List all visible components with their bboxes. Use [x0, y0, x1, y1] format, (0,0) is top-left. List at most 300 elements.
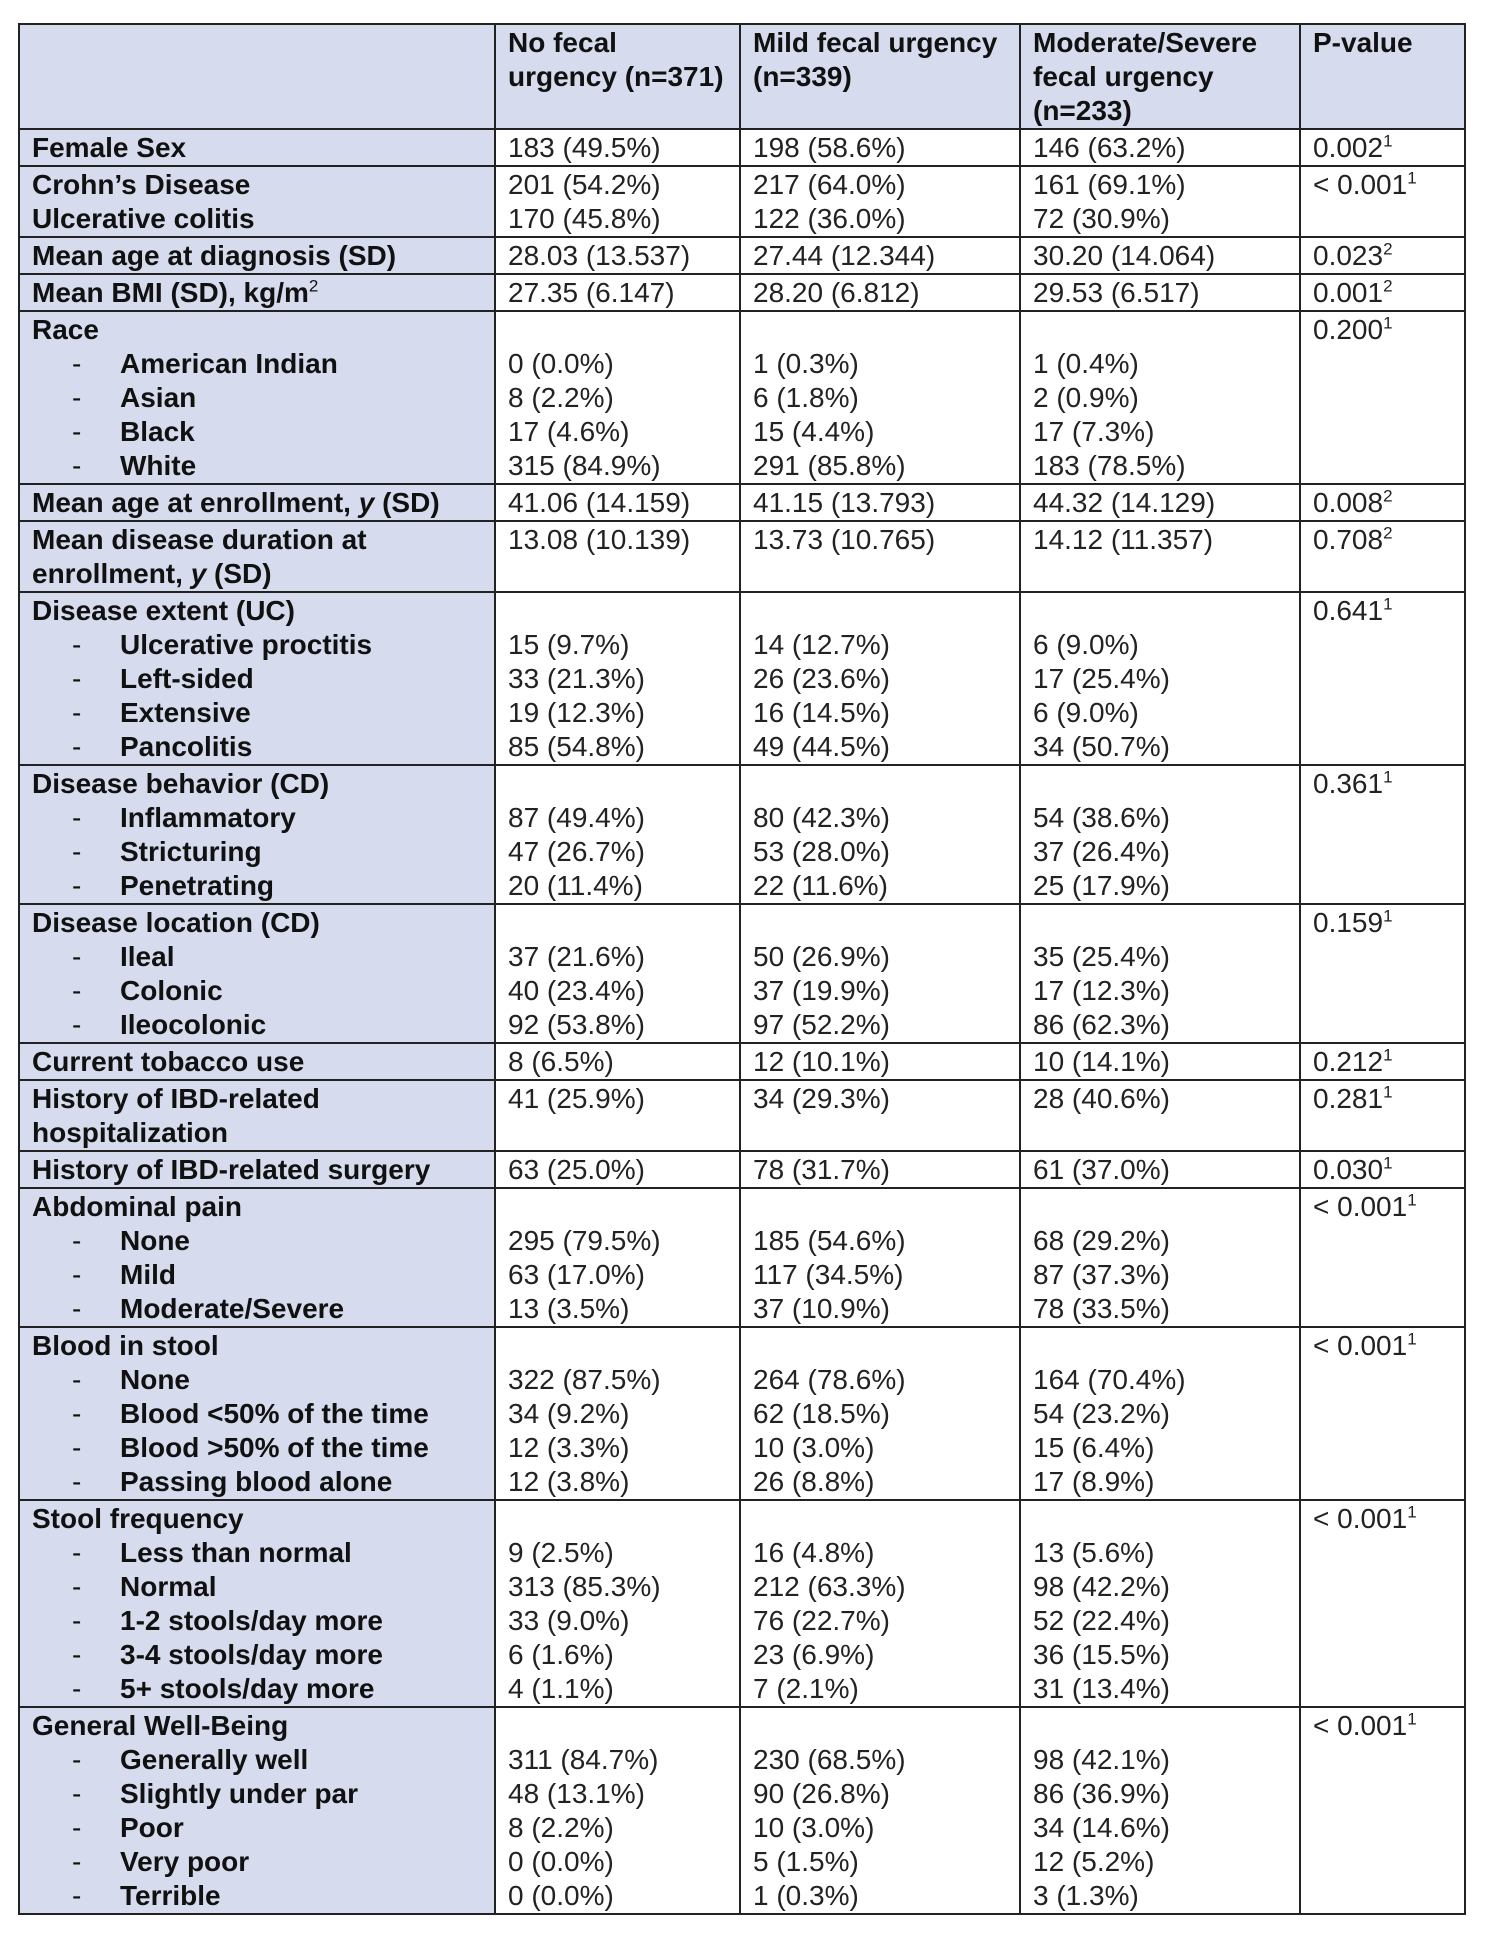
- row-label: [32, 239, 482, 273]
- cell-value: 6 (9.0%): [1033, 697, 1139, 728]
- p-value-footnote: 1: [1383, 594, 1393, 614]
- cell-value: 13.08 (10.139): [508, 524, 691, 555]
- row-label-text: Mean BMI (SD), kg/m: [32, 277, 309, 308]
- mild-urgency-cell: [740, 484, 1020, 521]
- bullet-dash: -: [72, 629, 82, 660]
- sub-item-label: Asian: [120, 382, 197, 413]
- bullet-dash: -: [72, 450, 82, 481]
- bullet-dash: -: [72, 1639, 82, 1670]
- cell-value: 41.15 (13.793): [753, 487, 936, 518]
- table-row: [19, 1080, 1465, 1151]
- cell-value: 48 (13.1%): [508, 1778, 645, 1809]
- row-label-cell: [19, 1080, 495, 1151]
- sub-item-label: Passing blood alone: [120, 1466, 393, 1497]
- row-label-text: History of IBD-related hospitalization: [32, 1083, 320, 1148]
- p-value-footnote: 1: [1407, 1502, 1417, 1522]
- p-value-footnote: 1: [1383, 906, 1393, 926]
- sub-item: [32, 1224, 482, 1258]
- moderate-severe-cell: [1020, 484, 1300, 521]
- p-value-cell: [1300, 904, 1465, 1043]
- cell-value: 49 (44.5%): [753, 731, 890, 762]
- cell-value: 15 (6.4%): [1033, 1432, 1155, 1463]
- no-urgency-cell: [495, 1188, 740, 1327]
- cell-value: 34 (50.7%): [1033, 731, 1170, 762]
- mild-urgency-cell: [740, 1500, 1020, 1707]
- p-value: [1313, 132, 1393, 163]
- p-value-footnote: 1: [1407, 168, 1417, 188]
- p-value-text: 0.641: [1313, 595, 1384, 626]
- cell-value: 30.20 (14.064): [1033, 240, 1216, 271]
- mild-urgency-cell: [740, 311, 1020, 484]
- cell-value: 23 (6.9%): [753, 1639, 875, 1670]
- row-label-cell: [19, 1327, 495, 1500]
- header-mild-urgency: Mild fecal urgency (n=339): [740, 24, 1020, 129]
- bullet-dash: -: [72, 697, 82, 728]
- cell-value: 35 (25.4%): [1033, 941, 1170, 972]
- cell-value: 78 (33.5%): [1033, 1293, 1170, 1324]
- bullet-dash: -: [72, 1432, 82, 1463]
- table-row: [19, 1188, 1465, 1327]
- p-value-footnote: 1: [1383, 1082, 1393, 1102]
- cell-value: 17 (7.3%): [1033, 416, 1155, 447]
- spacer-line: [753, 313, 1007, 347]
- cell-value: 161 (69.1%): [1033, 169, 1186, 200]
- row-label-text: History of IBD-related surgery: [32, 1154, 431, 1185]
- p-value: [1313, 1330, 1417, 1361]
- cell-value: 78 (31.7%): [753, 1154, 890, 1185]
- sub-item: [32, 1397, 482, 1431]
- cell-value: 15 (9.7%): [508, 629, 630, 660]
- row-label-cell: [19, 311, 495, 484]
- cell-value: 17 (12.3%): [1033, 975, 1170, 1006]
- spacer-line: [508, 906, 727, 940]
- row-label-text: General Well-Being: [32, 1710, 289, 1741]
- moderate-severe-cell: [1020, 904, 1300, 1043]
- cell-value: 117 (34.5%): [753, 1259, 904, 1290]
- bullet-dash: -: [72, 1812, 82, 1843]
- sub-item-label: 5+ stools/day more: [120, 1673, 375, 1704]
- cell-value: 28 (40.6%): [1033, 1083, 1170, 1114]
- mild-urgency-cell: [740, 1707, 1020, 1914]
- p-value-cell: [1300, 237, 1465, 274]
- sub-item-label: Black: [120, 416, 195, 447]
- sub-item-label: Blood <50% of the time: [120, 1398, 429, 1429]
- p-value-text: 0.008: [1313, 487, 1384, 518]
- p-value-cell: [1300, 592, 1465, 765]
- sub-item: [32, 1292, 482, 1326]
- p-value-footnote: 2: [1383, 486, 1393, 506]
- row-label-text: Stool frequency: [32, 1503, 244, 1534]
- cell-value: 13 (5.6%): [1033, 1537, 1155, 1568]
- p-value-cell: [1300, 1327, 1465, 1500]
- spacer-line: [753, 1190, 1007, 1224]
- row-label: [32, 313, 482, 347]
- p-value: [1313, 169, 1417, 200]
- no-urgency-cell: [495, 311, 740, 484]
- no-urgency-cell: [495, 904, 740, 1043]
- mild-urgency-cell: [740, 904, 1020, 1043]
- mild-urgency-cell: [740, 237, 1020, 274]
- cell-value: 4 (1.1%): [508, 1673, 614, 1704]
- spacer-line: [508, 767, 727, 801]
- header-p-value: P-value: [1300, 24, 1465, 129]
- moderate-severe-cell: [1020, 166, 1300, 237]
- cell-value: 20 (11.4%): [508, 870, 643, 901]
- no-urgency-cell: [495, 1043, 740, 1080]
- bullet-dash: -: [72, 1744, 82, 1775]
- mild-urgency-cell: [740, 521, 1020, 592]
- row-label-text: Disease location (CD): [32, 907, 320, 938]
- sub-item-label: Colonic: [120, 975, 223, 1006]
- table-row: [19, 129, 1465, 166]
- cell-value: 17 (4.6%): [508, 416, 630, 447]
- cell-value: 41 (25.9%): [508, 1083, 645, 1114]
- table-row: [19, 1707, 1465, 1914]
- cell-value: 6 (1.6%): [508, 1639, 614, 1670]
- row-label: [32, 1329, 482, 1363]
- cell-value: 31 (13.4%): [1033, 1673, 1170, 1704]
- sub-item-label: Blood >50% of the time: [120, 1432, 429, 1463]
- moderate-severe-cell: [1020, 1080, 1300, 1151]
- row-label-cell: [19, 592, 495, 765]
- sub-item: [32, 974, 482, 1008]
- sub-item: [32, 1536, 482, 1570]
- p-value-cell: [1300, 311, 1465, 484]
- row-label-cell: [19, 1151, 495, 1188]
- bullet-dash: -: [72, 416, 82, 447]
- data-table: [18, 23, 1466, 1915]
- row-label-cell: [19, 1500, 495, 1707]
- sub-item-label: White: [120, 450, 197, 481]
- cell-value: 264 (78.6%): [753, 1364, 906, 1395]
- row-label-text: Race: [32, 314, 99, 345]
- row-label: [32, 131, 482, 165]
- p-value-text: < 0.001: [1313, 1330, 1408, 1361]
- cell-value: 47 (26.7%): [508, 836, 645, 867]
- cell-value: 26 (23.6%): [753, 663, 890, 694]
- row-label-cell: [19, 521, 495, 592]
- no-urgency-cell: [495, 1080, 740, 1151]
- spacer-line: [508, 1190, 727, 1224]
- cell-value: 87 (49.4%): [508, 802, 645, 833]
- sub-item: [32, 1258, 482, 1292]
- p-value-footnote: 1: [1383, 1153, 1393, 1173]
- spacer-line: [1033, 767, 1287, 801]
- cell-value: 37 (26.4%): [1033, 836, 1170, 867]
- row-label-text: Abdominal pain: [32, 1191, 242, 1222]
- cell-value: 53 (28.0%): [753, 836, 890, 867]
- p-value: [1313, 1503, 1417, 1534]
- p-value: [1313, 1710, 1417, 1741]
- cell-value: 86 (36.9%): [1033, 1778, 1170, 1809]
- spacer-line: [508, 1329, 727, 1363]
- p-value-text: 0.200: [1313, 314, 1384, 345]
- sub-item-label: Slightly under par: [120, 1778, 359, 1809]
- bullet-dash: -: [72, 836, 82, 867]
- bullet-dash: -: [72, 382, 82, 413]
- spacer-line: [753, 1709, 1007, 1743]
- cell-value: 17 (8.9%): [1033, 1466, 1155, 1497]
- sub-item: [32, 449, 482, 483]
- sub-item-label: Left-sided: [120, 663, 254, 694]
- cell-value: 44.32 (14.129): [1033, 487, 1216, 518]
- table-row: [19, 1043, 1465, 1080]
- table-row: [19, 166, 1465, 237]
- row-label-text: Blood in stool: [32, 1330, 219, 1361]
- cell-value: 16 (14.5%): [753, 697, 890, 728]
- p-value-cell: [1300, 521, 1465, 592]
- p-value-footnote: 2: [1383, 276, 1393, 296]
- p-value-cell: [1300, 1151, 1465, 1188]
- cell-value: 122 (36.0%): [753, 203, 906, 234]
- cell-value: 315 (84.9%): [508, 450, 661, 481]
- cell-value: 170 (45.8%): [508, 203, 661, 234]
- sub-item: [32, 1672, 482, 1706]
- sub-item: [32, 347, 482, 381]
- p-value: [1313, 907, 1393, 938]
- cell-value: 5 (1.5%): [753, 1846, 859, 1877]
- bullet-dash: -: [72, 802, 82, 833]
- cell-value: 36 (15.5%): [1033, 1639, 1170, 1670]
- row-label-cell: [19, 166, 495, 237]
- cell-value: 12 (5.2%): [1033, 1846, 1155, 1877]
- sub-item-label: Poor: [120, 1812, 184, 1843]
- cell-value: 0 (0.0%): [508, 348, 614, 379]
- sub-item-label: 1-2 stools/day more: [120, 1605, 383, 1636]
- sub-item: [32, 415, 482, 449]
- cell-value: 37 (21.6%): [508, 941, 645, 972]
- spacer-line: [1033, 1709, 1287, 1743]
- sub-item: [32, 381, 482, 415]
- sub-item: [32, 1879, 482, 1913]
- header-row: [19, 24, 1465, 129]
- cell-value: 9 (2.5%): [508, 1537, 614, 1568]
- table-row: [19, 521, 1465, 592]
- sub-item: [32, 662, 482, 696]
- moderate-severe-cell: [1020, 1188, 1300, 1327]
- sub-item-label: Penetrating: [120, 870, 275, 901]
- spacer-line: [753, 594, 1007, 628]
- cell-value: 3 (1.3%): [1033, 1880, 1139, 1911]
- moderate-severe-cell: [1020, 311, 1300, 484]
- bullet-dash: -: [72, 1846, 82, 1877]
- row-label: [32, 168, 482, 202]
- cell-value: 68 (29.2%): [1033, 1225, 1170, 1256]
- spacer-line: [753, 906, 1007, 940]
- p-value: [1313, 1046, 1393, 1077]
- row-label-text: Current tobacco use: [32, 1046, 305, 1077]
- cell-value: 8 (2.2%): [508, 382, 614, 413]
- label-superscript: 2: [308, 276, 319, 296]
- sub-item-label: Terrible: [120, 1880, 221, 1911]
- cell-value: 85 (54.8%): [508, 731, 645, 762]
- cell-value: 291 (85.8%): [753, 450, 906, 481]
- cell-value: 198 (58.6%): [753, 132, 906, 163]
- p-value-cell: [1300, 1043, 1465, 1080]
- sub-item-label: None: [120, 1225, 190, 1256]
- p-value-text: 0.281: [1313, 1083, 1384, 1114]
- header-blank: [19, 24, 495, 129]
- mild-urgency-cell: [740, 129, 1020, 166]
- p-value-cell: [1300, 129, 1465, 166]
- bullet-dash: -: [72, 1398, 82, 1429]
- cell-value: 14 (12.7%): [753, 629, 890, 660]
- cell-value: 0 (0.0%): [508, 1846, 614, 1877]
- label-tail: (SD): [206, 558, 272, 589]
- sub-item-label: Ileocolonic: [120, 1009, 267, 1040]
- row-label-cell: [19, 765, 495, 904]
- bullet-dash: -: [72, 1605, 82, 1636]
- moderate-severe-cell: [1020, 1707, 1300, 1914]
- cell-value: 22 (11.6%): [753, 870, 888, 901]
- row-label: [32, 1153, 482, 1187]
- cell-value: 37 (10.9%): [753, 1293, 890, 1324]
- cell-value: 34 (29.3%): [753, 1083, 890, 1114]
- p-value: [1313, 768, 1393, 799]
- p-value-text: < 0.001: [1313, 1503, 1408, 1534]
- sub-item: [32, 1845, 482, 1879]
- cell-value: 311 (84.7%): [508, 1744, 659, 1775]
- label-tail: (SD): [374, 487, 440, 518]
- cell-value: 40 (23.4%): [508, 975, 645, 1006]
- cell-value: 50 (26.9%): [753, 941, 890, 972]
- moderate-severe-cell: [1020, 129, 1300, 166]
- cell-value: 19 (12.3%): [508, 697, 645, 728]
- cell-value: 146 (63.2%): [1033, 132, 1186, 163]
- table-row: [19, 237, 1465, 274]
- cell-value: 28.20 (6.812): [753, 277, 920, 308]
- bullet-dash: -: [72, 1673, 82, 1704]
- table-row: [19, 904, 1465, 1043]
- cell-value: 97 (52.2%): [753, 1009, 890, 1040]
- sub-item-label: Stricturing: [120, 836, 262, 867]
- cell-value: 295 (79.5%): [508, 1225, 661, 1256]
- row-label: [32, 1190, 482, 1224]
- sub-item: [32, 1570, 482, 1604]
- no-urgency-cell: [495, 1327, 740, 1500]
- mild-urgency-cell: [740, 765, 1020, 904]
- cell-value: 8 (6.5%): [508, 1046, 614, 1077]
- moderate-severe-cell: [1020, 274, 1300, 311]
- sub-item: [32, 869, 482, 903]
- row-label: [32, 767, 482, 801]
- p-value-cell: [1300, 166, 1465, 237]
- row-label: [32, 276, 482, 310]
- mild-urgency-cell: [740, 1043, 1020, 1080]
- sub-item-label: Generally well: [120, 1744, 309, 1775]
- cell-value: 185 (54.6%): [753, 1225, 906, 1256]
- p-value: [1313, 1083, 1393, 1114]
- bullet-dash: -: [72, 663, 82, 694]
- cell-value: 230 (68.5%): [753, 1744, 906, 1775]
- row-label-secondary: Ulcerative colitis: [32, 203, 255, 234]
- spacer-line: [1033, 1190, 1287, 1224]
- sub-item-label: Pancolitis: [120, 731, 253, 762]
- spacer-line: [1033, 1502, 1287, 1536]
- row-label: [32, 1045, 482, 1079]
- cell-value: 37 (19.9%): [753, 975, 890, 1006]
- sub-item: [32, 1008, 482, 1042]
- row-label: [32, 523, 482, 591]
- sub-item: [32, 835, 482, 869]
- cell-value: 8 (2.2%): [508, 1812, 614, 1843]
- cell-value: 98 (42.1%): [1033, 1744, 1170, 1775]
- cell-value: 52 (22.4%): [1033, 1605, 1170, 1636]
- no-urgency-cell: [495, 1500, 740, 1707]
- cell-value: 0 (0.0%): [508, 1880, 614, 1911]
- header-moderate-severe-urgency: Moderate/Severe fecal urgency (n=233): [1020, 24, 1300, 129]
- p-value-cell: [1300, 1080, 1465, 1151]
- cell-value: 29.53 (6.517): [1033, 277, 1200, 308]
- row-label-text: Disease behavior (CD): [32, 768, 330, 799]
- spacer-line: [1033, 594, 1287, 628]
- table-body: [19, 129, 1465, 1914]
- moderate-severe-cell: [1020, 1327, 1300, 1500]
- cell-value: 25 (17.9%): [1033, 870, 1170, 901]
- mild-urgency-cell: [740, 166, 1020, 237]
- cell-value: 6 (1.8%): [753, 382, 859, 413]
- table-container: [18, 23, 1466, 1915]
- mild-urgency-cell: [740, 1151, 1020, 1188]
- spacer-line: [508, 594, 727, 628]
- p-value: [1313, 314, 1393, 345]
- row-label: [32, 906, 482, 940]
- cell-value: 27.44 (12.344): [753, 240, 936, 271]
- spacer-line: [753, 1329, 1007, 1363]
- sub-item-label: Extensive: [120, 697, 251, 728]
- bullet-dash: -: [72, 348, 82, 379]
- header-no-urgency: No fecal urgency (n=371): [495, 24, 740, 129]
- cell-value: 2 (0.9%): [1033, 382, 1139, 413]
- bullet-dash: -: [72, 1225, 82, 1256]
- cell-value: 10 (3.0%): [753, 1432, 875, 1463]
- cell-value: 6 (9.0%): [1033, 629, 1139, 660]
- cell-value: 33 (9.0%): [508, 1605, 630, 1636]
- sub-item: [32, 696, 482, 730]
- no-urgency-cell: [495, 1151, 740, 1188]
- table-row: [19, 1327, 1465, 1500]
- cell-value: 63 (25.0%): [508, 1154, 645, 1185]
- sub-item-label: 3-4 stools/day more: [120, 1639, 383, 1670]
- p-value-cell: [1300, 274, 1465, 311]
- p-value-text: < 0.001: [1313, 1191, 1408, 1222]
- cell-value: 14.12 (11.357): [1033, 524, 1214, 555]
- mild-urgency-cell: [740, 1188, 1020, 1327]
- bullet-dash: -: [72, 1466, 82, 1497]
- cell-value: 41.06 (14.159): [508, 487, 691, 518]
- table-row: [19, 1151, 1465, 1188]
- cell-value: 54 (23.2%): [1033, 1398, 1170, 1429]
- p-value: [1313, 487, 1393, 518]
- table-row: [19, 592, 1465, 765]
- p-value-footnote: 2: [1383, 239, 1393, 259]
- no-urgency-cell: [495, 1707, 740, 1914]
- p-value: [1313, 1154, 1393, 1185]
- sub-item: [32, 801, 482, 835]
- sub-item-label: Normal: [120, 1571, 217, 1602]
- p-value: [1313, 595, 1393, 626]
- p-value-text: < 0.001: [1313, 169, 1408, 200]
- moderate-severe-cell: [1020, 765, 1300, 904]
- cell-value: 76 (22.7%): [753, 1605, 890, 1636]
- spacer-line: [508, 313, 727, 347]
- spacer-line: [1033, 1329, 1287, 1363]
- cell-value: 63 (17.0%): [508, 1259, 645, 1290]
- cell-value: 183 (78.5%): [1033, 450, 1186, 481]
- row-label-cell: [19, 1707, 495, 1914]
- cell-value: 1 (0.4%): [1033, 348, 1139, 379]
- sub-item-label: Ileal: [120, 941, 175, 972]
